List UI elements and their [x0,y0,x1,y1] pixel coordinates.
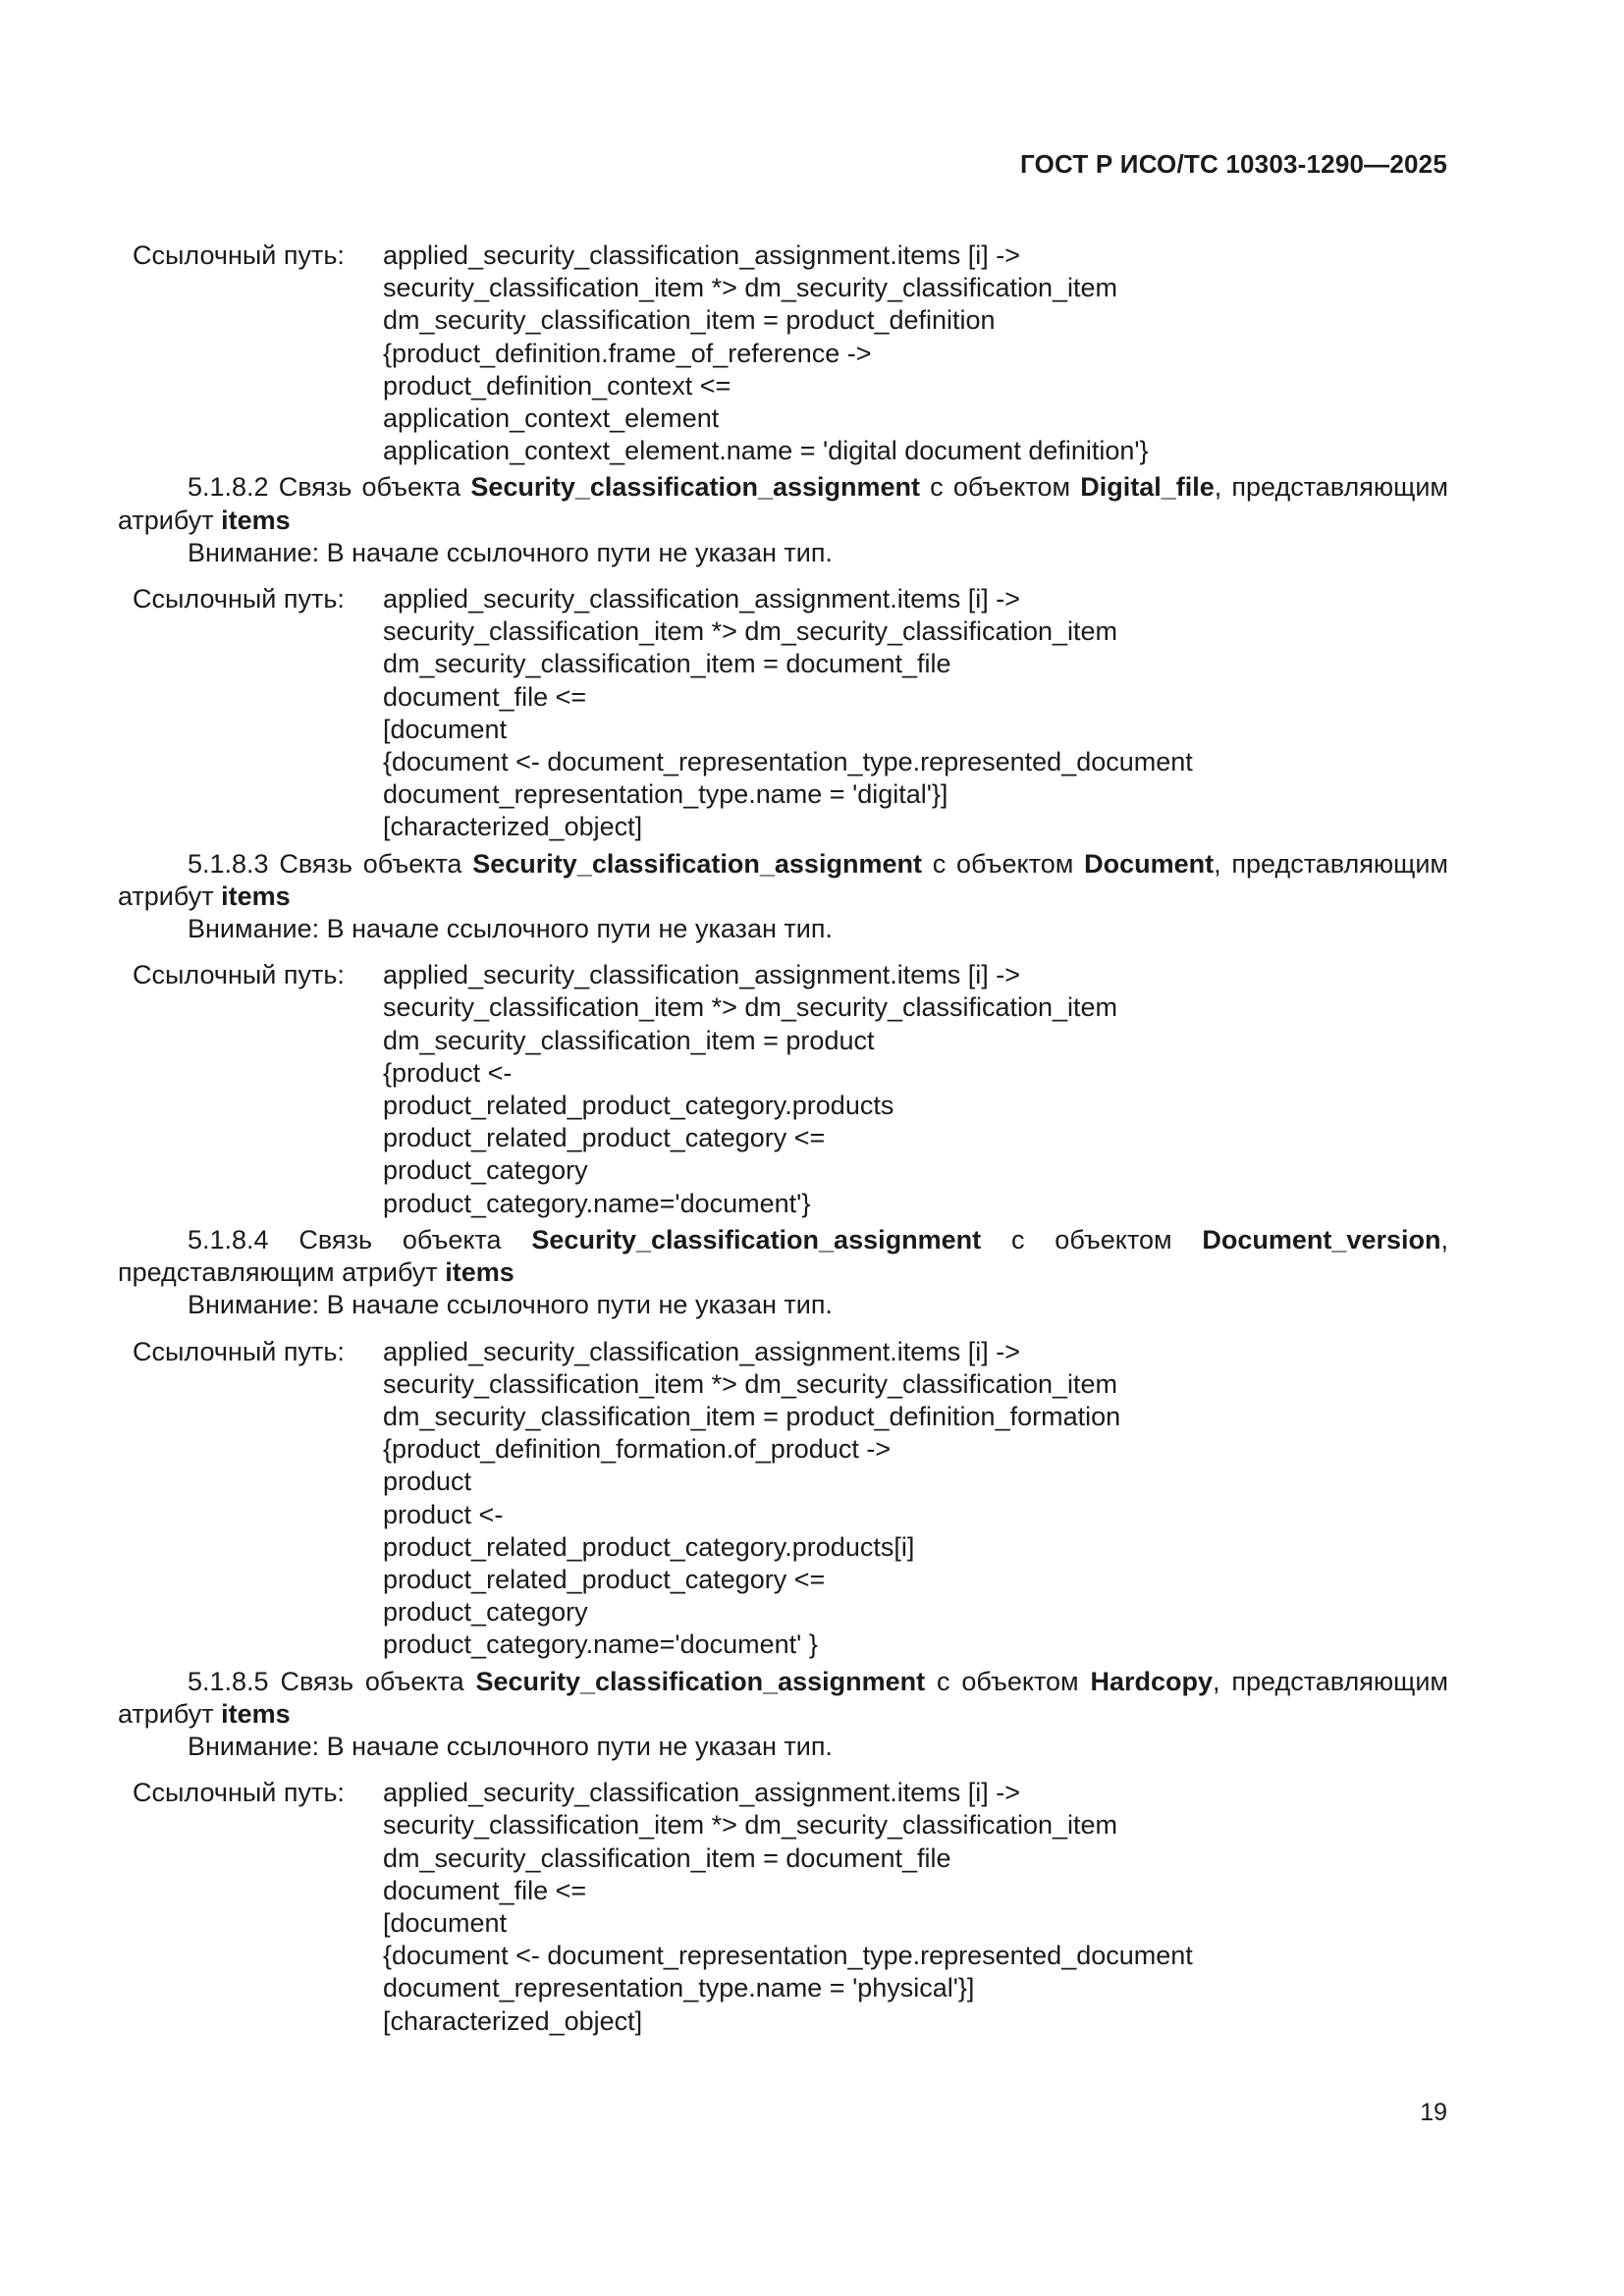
section-attribute: items [445,1257,514,1288]
reference-path-line: product <- [383,1499,504,1529]
section-number: 5.1.8.4 [188,1224,269,1255]
reference-path-line: security_classification_item *> dm_security_classification_item [383,616,1118,647]
reference-path-line: product_category.name='document' } [383,1629,818,1660]
section-text: , представляющим атрибут [118,1224,1448,1288]
reference-path-line: product_related_product_category <= [383,1123,826,1153]
reference-path-line: product_category [383,1155,588,1186]
section-target: Digital_file [1080,472,1215,503]
reference-path-lines [383,1777,1448,2038]
section-text: с объектом [925,1666,1091,1696]
section-number: 5.1.8.5 [188,1666,269,1696]
section-heading [118,1224,1448,1289]
section-text: с объектом [921,848,1085,879]
reference-path-line: security_classification_item *> dm_security_classification_item [383,1810,1118,1841]
reference-path-line: [document [383,1907,508,1938]
reference-path-line: dm_security_classification_item = document_file [383,649,951,679]
reference-path-line: product_definition_context <= [383,370,731,400]
reference-path-block [118,1777,1448,2038]
reference-path-line: [characterized_object] [383,812,643,842]
reference-path-lines [383,583,1448,844]
section-target: Document [1084,848,1215,879]
reference-path-line: product_related_product_category.products[i] [383,1531,915,1562]
reference-path-label: Ссылочный путь: [133,1336,345,1366]
reference-path-line: {product_definition_formation.of_product -> [383,1434,892,1465]
section-text: Связь объекта [268,848,473,879]
reference-path-line: [characterized_object] [383,2005,643,2036]
reference-path-line: security_classification_item *> dm_security_classification_item [383,273,1118,303]
section-heading [118,848,1448,913]
reference-path-line: application_context_element [383,403,720,434]
reference-path-line: applied_security_classification_assignment.items [i] -> [383,240,1021,270]
section-text: с объектом [981,1224,1203,1255]
reference-path-line: product_related_product_category.products [383,1091,894,1121]
section-number: 5.1.8.3 [188,848,269,879]
section-note: Внимание: В начале ссылочного пути не указан тип. [188,1290,833,1320]
section-5-1-8-5 [118,1666,1448,2038]
reference-path-block [118,240,1448,467]
reference-path-line: {document <- document_representation_type.represented_document [383,1941,1193,1971]
reference-path-label: Ссылочный путь: [133,240,345,270]
reference-path-line: {product_definition.frame_of_reference -> [383,338,872,368]
reference-path-line: product [383,1467,472,1497]
section-attribute: items [221,1698,291,1729]
reference-path-line: document_representation_type.name = 'physical'}] [383,1973,975,2003]
section-text: с объектом [920,472,1081,503]
reference-path-line: applied_security_classification_assignment.items [i] -> [383,1778,1021,1808]
reference-path-line: applied_security_classification_assignment.items [i] -> [383,584,1021,614]
reference-path-line: {product <- [383,1057,513,1088]
reference-path-lines [383,959,1448,1220]
reference-path-line: application_context_element.name = 'digital document definition'} [383,436,1149,466]
section-attribute: items [221,505,291,535]
reference-path-line: security_classification_item *> dm_security_classification_item [383,992,1118,1023]
section-note: Внимание: В начале ссылочного пути не указан тип. [188,1731,833,1761]
section-text: , представляющим атрибут [118,472,1448,535]
reference-path-line: document_file <= [383,1875,587,1905]
reference-path-line: product_related_product_category <= [383,1564,826,1594]
reference-path-line: security_classification_item *> dm_security_classification_item [383,1368,1118,1399]
section-text: Связь объекта [268,1666,476,1696]
reference-path-lines [383,240,1448,467]
section-text: Связь объекта [268,472,471,503]
reference-path-line: applied_security_classification_assignment.items [i] -> [383,960,1021,990]
reference-path-label: Ссылочный путь: [133,1778,345,1808]
page-content [118,240,1448,2038]
section-text: , представляющим атрибут [118,848,1448,911]
section-entity: Security_classification_assignment [472,848,922,879]
section-entity: Security_classification_assignment [475,1666,926,1696]
reference-path-block [118,583,1448,844]
reference-path-line: [document [383,714,508,744]
section-target: Document_version [1202,1224,1441,1255]
section-note: Внимание: В начале ссылочного пути не указан тип. [188,537,833,567]
section-attribute: items [221,881,291,911]
section-number: 5.1.8.2 [188,472,269,503]
reference-path-line: dm_security_classification_item = document_file [383,1842,951,1873]
reference-path-line: product_category.name='document'} [383,1188,811,1218]
section-5-1-8-3 [118,848,1448,1220]
section-entity: Security_classification_assignment [531,1224,982,1255]
section-heading [118,471,1448,536]
reference-path-line: document_representation_type.name = 'digital'}] [383,779,948,810]
reference-path-label: Ссылочный путь: [133,960,345,990]
reference-path-lines [383,1336,1448,1662]
section-entity: Security_classification_assignment [470,472,921,503]
document-header: ГОСТ Р ИСО/ТС 10303-1290—2025 [1019,149,1447,179]
reference-path-line: dm_security_classification_item = product_definition_formation [383,1401,1121,1431]
section-5-1-8-4 [118,1224,1448,1662]
reference-path-line: applied_security_classification_assignment.items [i] -> [383,1336,1021,1366]
section-text: , представляющим атрибут [118,1666,1448,1729]
section-heading [118,1666,1448,1731]
reference-path-block [118,1336,1448,1662]
section-5-1-8-2 [118,471,1448,843]
section-note: Внимание: В начале ссылочного пути не указан тип. [188,914,833,944]
reference-path-line: {document <- document_representation_type.represented_document [383,747,1193,777]
reference-path-block [118,959,1448,1220]
section-target: Hardcopy [1090,1666,1214,1696]
reference-path-line: document_file <= [383,681,587,712]
reference-path-line: product_category [383,1597,588,1628]
reference-path-label: Ссылочный путь: [133,584,345,614]
reference-path-line: dm_security_classification_item = product_definition [383,305,996,336]
section-text: Связь объекта [268,1224,532,1255]
page-number: 19 [1420,2099,1447,2126]
reference-path-line: dm_security_classification_item = product [383,1025,875,1055]
